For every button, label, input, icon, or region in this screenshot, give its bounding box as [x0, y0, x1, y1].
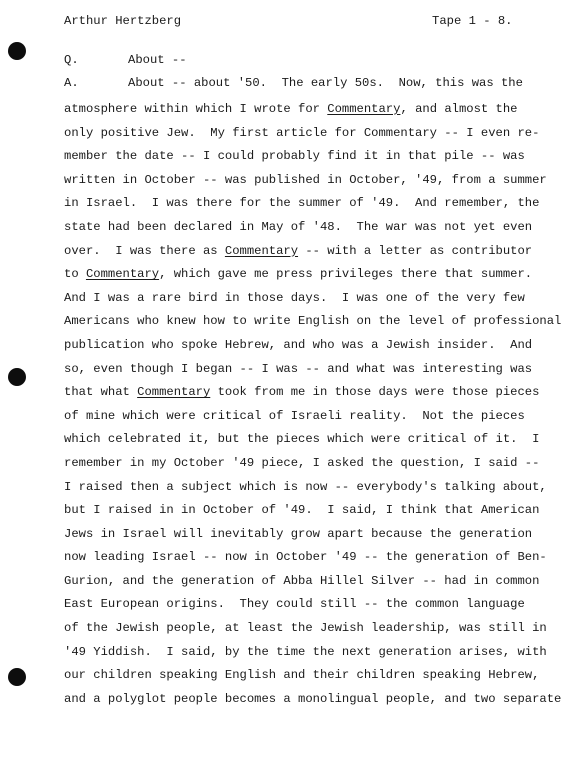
- text-run: took from me in those days were those pieces: [210, 385, 540, 400]
- text-line: [64, 428, 584, 452]
- text-run: in Israel. I was there for the summer of '49. And remember, the: [64, 196, 540, 211]
- text-run: East European origins. They could still -- the common language: [64, 597, 525, 612]
- header-tape-page: Tape 1 - 8.: [432, 14, 513, 28]
- text-line: [64, 98, 584, 122]
- text-run: that what: [64, 385, 138, 400]
- text-run: remember in my October '49 piece, I asked the question, I said --: [64, 455, 540, 470]
- text-run: -- with a letter as contributor: [298, 243, 533, 258]
- text-run: '49 Yiddish. I said, by the time the next generation arises, with: [64, 644, 547, 659]
- text-line: [64, 192, 584, 216]
- question-label: Q.: [64, 53, 79, 67]
- text-line: [64, 641, 584, 665]
- text-run: Americans who knew how to write English on the level of professional: [64, 314, 562, 329]
- binder-hole: [8, 668, 26, 686]
- text-run: now leading Israel -- now in October '49 -- the generation of Ben-: [64, 550, 547, 565]
- text-line: [64, 263, 584, 287]
- text-line: [64, 358, 584, 382]
- text-line: [64, 546, 584, 570]
- text-line: [64, 334, 584, 358]
- text-run: member the date -- I could probably find it in that pile -- was: [64, 149, 525, 164]
- text-line: [64, 240, 584, 264]
- text-run: publication who spoke Hebrew, and who was a Jewish insider. And: [64, 337, 533, 352]
- text-run: which celebrated it, but the pieces which were critical of it. I: [64, 432, 540, 447]
- text-run: so, even though I began -- I was -- and what was interesting was: [64, 361, 533, 376]
- text-run: of the Jewish people, at least the Jewish leadership, was still in: [64, 621, 547, 636]
- text-run: Jews in Israel will inevitably grow apart because the generation: [64, 526, 533, 541]
- text-run: of mine which were critical of Israeli reality. Not the pieces: [64, 408, 525, 423]
- header-author: Arthur Hertzberg: [64, 14, 182, 28]
- binder-hole: [8, 368, 26, 386]
- answer-label: A.: [64, 76, 79, 90]
- text-line: [64, 287, 584, 311]
- text-run: state had been declared in May of '48. The war was not yet even: [64, 219, 533, 234]
- text-line: [64, 688, 584, 712]
- text-run: Gurion, and the generation of Abba Hillel Silver -- had in common: [64, 573, 540, 588]
- text-line: [64, 476, 584, 500]
- text-run: to: [64, 267, 86, 282]
- text-line: [64, 381, 584, 405]
- text-run: only positive Jew. My first article for Commentary -- I even re-: [64, 125, 540, 140]
- text-run: but I raised in in October of '49. I said, I think that American: [64, 503, 540, 518]
- binder-hole: [8, 42, 26, 60]
- text-line: [64, 169, 584, 193]
- text-line: [64, 593, 584, 617]
- text-line: [64, 216, 584, 240]
- text-line: [64, 310, 584, 334]
- text-line: [64, 523, 584, 547]
- text-line: [64, 570, 584, 594]
- underlined-title: Commentary: [85, 267, 160, 282]
- text-line: [64, 617, 584, 641]
- text-run: , which gave me press privileges there that summer.: [159, 267, 533, 282]
- text-line: [64, 452, 584, 476]
- underlined-title: Commentary: [327, 102, 401, 116]
- text-run: atmosphere within which I wrote for: [64, 102, 328, 116]
- text-line: [64, 405, 584, 429]
- text-run: and a polyglot people becomes a monolingual people, and two separate: [64, 691, 562, 706]
- text-line: [64, 145, 584, 169]
- text-line: [64, 664, 584, 688]
- text-run: , and almost the: [400, 102, 518, 116]
- answer-first-line: About -- about '50. The early 50s. Now, this was the: [128, 76, 523, 90]
- answer-body: [64, 98, 584, 711]
- text-run: written in October -- was published in October, '49, from a summer: [64, 172, 547, 187]
- text-run: our children speaking English and their children speaking Hebrew,: [64, 668, 540, 683]
- underlined-title: Commentary: [137, 385, 211, 400]
- text-run: I raised then a subject which is now -- everybody's talking about,: [64, 479, 547, 494]
- text-line: [64, 122, 584, 146]
- text-line: [64, 499, 584, 523]
- text-run: And I was a rare bird in those days. I was one of the very few: [64, 290, 525, 305]
- underlined-title: Commentary: [224, 243, 299, 258]
- text-run: over. I was there as: [64, 243, 225, 258]
- question-text: About --: [128, 53, 187, 67]
